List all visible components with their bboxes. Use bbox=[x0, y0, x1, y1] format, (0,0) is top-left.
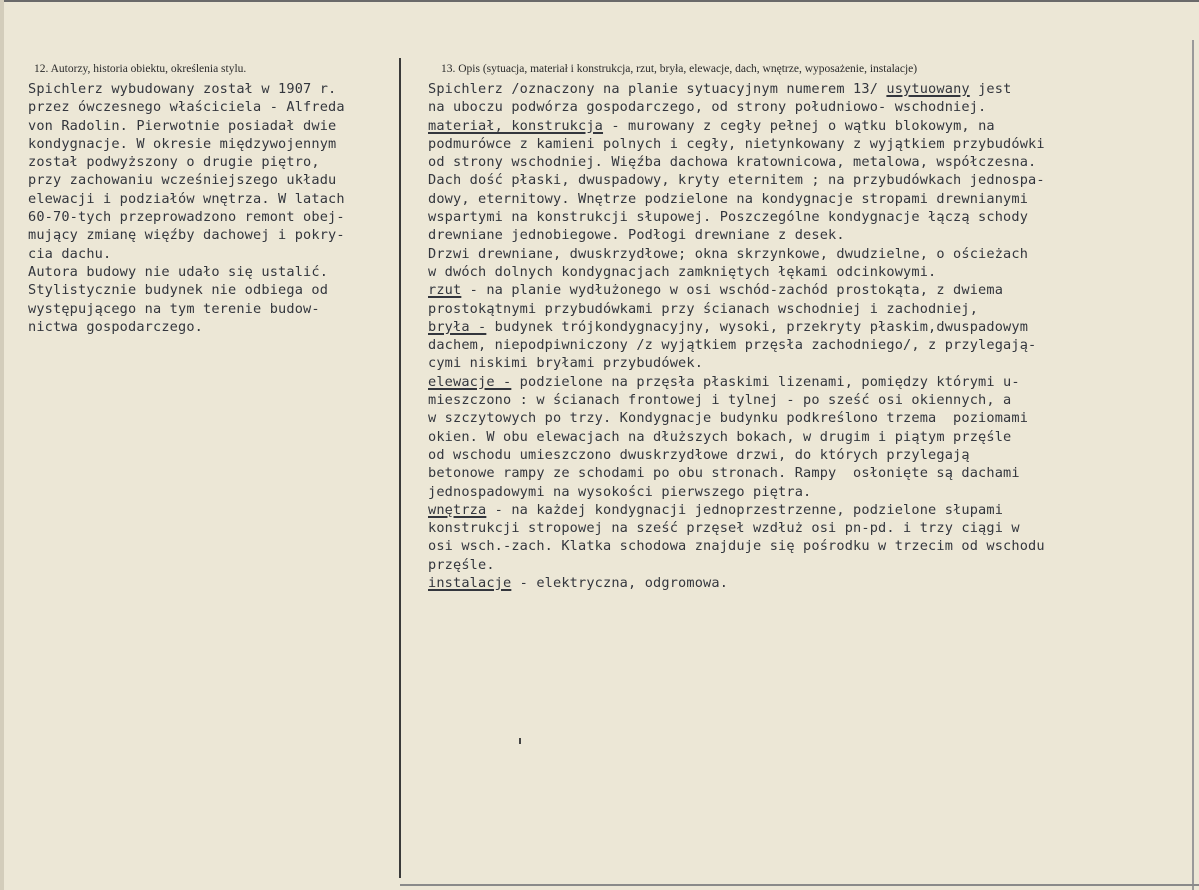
text-segment: dachem, niepodpiwniczony /z wyjątkiem przęsła zachodniego/, z przylegają- bbox=[428, 337, 1037, 354]
text-line: 60-70-tych przeprowadzono remont obej- bbox=[28, 209, 345, 226]
text-segment: konstrukcji stropowej na sześć przęseł wzdłuż osi pn-pd. i trzy ciągi w bbox=[428, 520, 1020, 537]
text-line: mujący zmianę więźby dachowej i pokry- bbox=[28, 227, 345, 244]
text-line: przy zachowaniu wcześniejszego układu bbox=[28, 172, 337, 189]
underlined-keyword: materiał, konstrukcja bbox=[428, 117, 604, 134]
text-segment: od wschodu umieszczono dwuskrzydłowe drzwi, do których przylegają bbox=[428, 446, 970, 463]
underlined-keyword: usytuowany bbox=[886, 81, 970, 97]
text-line bbox=[428, 80, 1045, 98]
text-line bbox=[428, 409, 1045, 427]
section-13-header: 13. Opis (sytuacja, materiał i konstrukcja, rzut, bryła, elewacje, dach, wnętrze, wyposażenie, instalacje) bbox=[441, 63, 918, 75]
text-segment: Drzwi drewniane, dwuskrzydłowe; okna skrzynkowe, dwudzielne, o ościeżach bbox=[428, 245, 1029, 262]
text-line bbox=[428, 263, 1045, 281]
text-line bbox=[428, 391, 1045, 409]
text-line bbox=[428, 446, 1045, 464]
text-line bbox=[428, 574, 1045, 592]
text-line: został podwyższony o drugie piętro, bbox=[28, 154, 320, 171]
text-line bbox=[428, 300, 1045, 318]
text-segment: Spichlerz /oznaczony na planie sytuacyjnym numerem 13/ bbox=[428, 81, 887, 97]
text-segment: podzielone na przęsła płaskimi lizenami, pomiędzy którymi u- bbox=[511, 373, 1020, 390]
text-segment: osi wsch.-zach. Klatka schodowa znajduje się pośrodku w trzecim od wschodu bbox=[428, 538, 1045, 555]
text-line: nictwa gospodarczego. bbox=[28, 318, 204, 335]
text-line bbox=[428, 354, 1045, 372]
underlined-keyword: instalacje bbox=[428, 575, 512, 592]
text-segment: od strony wschodniej. Więźba dachowa kratownicowa, metalowa, współczesna. bbox=[428, 154, 1037, 171]
section-12-typed-text bbox=[28, 80, 345, 336]
text-segment: dowy, eternitowy. Wnętrze podzielone na kondygnacje stropami drewnianymi bbox=[428, 190, 1029, 207]
text-line: cia dachu. bbox=[28, 245, 112, 262]
underlined-keyword: elewacje - bbox=[428, 373, 512, 390]
text-line bbox=[428, 537, 1045, 555]
text-segment: w szczytowych po trzy. Kondygnacje budynku podkreślono trzema poziomami bbox=[428, 410, 1029, 427]
text-line bbox=[428, 135, 1045, 153]
text-segment: przęśle. bbox=[428, 556, 495, 573]
underlined-keyword: wnętrza bbox=[428, 501, 487, 518]
text-line bbox=[428, 428, 1045, 446]
text-segment: na uboczu podwórza gospodarczego, od strony południowo- wschodniej. bbox=[428, 99, 987, 116]
section-13-typed-text bbox=[428, 80, 1045, 592]
text-line: kondygnacje. W okresie międzywojennym bbox=[28, 135, 337, 152]
text-line: Autora budowy nie udało się ustalić. bbox=[28, 263, 329, 280]
text-line bbox=[428, 556, 1045, 574]
text-line bbox=[428, 483, 1045, 501]
text-segment: budynek trójkondygnacyjny, wysoki, przekryty płaskim,dwuspadowym bbox=[486, 318, 1029, 335]
top-border bbox=[0, 0, 1199, 2]
text-line: Stylistycznie budynek nie odbiega od bbox=[28, 282, 329, 299]
text-segment: jednospadowymi na wysokości pierwszego piętra. bbox=[428, 483, 812, 500]
section-12-header: 12. Autorzy, historia obiektu, określenia stylu. bbox=[34, 63, 247, 75]
text-segment: drewniane jednobiegowe. Podłogi drewniane z desek. bbox=[428, 227, 845, 244]
text-line bbox=[428, 373, 1045, 391]
text-segment: - elektryczna, odgromowa. bbox=[511, 575, 729, 592]
text-segment: cymi niskimi bryłami przybudówek. bbox=[428, 355, 704, 372]
text-line bbox=[428, 117, 1045, 135]
text-segment: prostokątnymi przybudówkami przy ścianach wschodniej i zachodniej, bbox=[428, 300, 979, 317]
text-line: von Radolin. Pierwotnie posiadał dwie bbox=[28, 117, 337, 134]
left-page-edge bbox=[0, 0, 4, 890]
stray-ink-mark bbox=[519, 738, 521, 744]
text-line bbox=[428, 190, 1045, 208]
text-segment: - na każdej kondygnacji jednoprzestrzenne, podzielone słupami bbox=[486, 501, 1004, 518]
bottom-border bbox=[400, 884, 1199, 886]
text-line bbox=[428, 318, 1045, 336]
text-line bbox=[428, 98, 1045, 116]
text-segment: okien. W obu elewacjach na dłuższych bokach, w drugim i piątym przęśle bbox=[428, 428, 1012, 445]
text-line: występującego na tym terenie budow- bbox=[28, 300, 320, 317]
column-divider bbox=[399, 58, 401, 878]
text-line bbox=[428, 336, 1045, 354]
text-line bbox=[428, 501, 1045, 519]
text-segment: betonowe rampy ze schodami po obu stronach. Rampy osłonięte są dachami bbox=[428, 465, 1020, 482]
text-segment: wspartymi na konstrukcji słupowej. Poszczególne kondygnacje łączą schody bbox=[428, 209, 1029, 226]
underlined-keyword: bryła - bbox=[428, 318, 487, 335]
text-segment: Dach dość płaski, dwuspadowy, kryty eternitem ; na przybudówkach jednospa- bbox=[428, 172, 1045, 189]
right-border bbox=[1192, 40, 1194, 890]
text-segment: - murowany z cegły pełnej o wątku blokowym, na bbox=[603, 117, 995, 134]
text-line: elewacji i podziałów wnętrza. W latach bbox=[28, 190, 345, 207]
text-line bbox=[428, 171, 1045, 189]
text-line bbox=[428, 153, 1045, 171]
text-segment: - na planie wydłużonego w osi wschód-zachód prostokąta, z dwiema bbox=[461, 282, 1004, 299]
text-line bbox=[428, 226, 1045, 244]
text-line: Spichlerz wybudowany został w 1907 r. bbox=[28, 81, 337, 97]
text-segment: podmurówce z kamieni polnych i cegły, nietynkowany z wyjątkiem przybudówki bbox=[428, 135, 1045, 152]
text-line bbox=[428, 245, 1045, 263]
text-line bbox=[428, 281, 1045, 299]
text-line bbox=[428, 464, 1045, 482]
text-line bbox=[428, 208, 1045, 226]
text-segment: mieszczono : w ścianach frontowej i tylnej - po sześć osi okiennych, a bbox=[428, 392, 1012, 409]
text-segment: w dwóch dolnych kondygnacjach zamkniętych łękami odcinkowymi. bbox=[428, 263, 937, 280]
text-segment: jest bbox=[969, 81, 1012, 97]
underlined-keyword: rzut bbox=[428, 282, 462, 299]
text-line bbox=[428, 519, 1045, 537]
text-line: przez ówczesnego właściciela - Alfreda bbox=[28, 99, 345, 116]
